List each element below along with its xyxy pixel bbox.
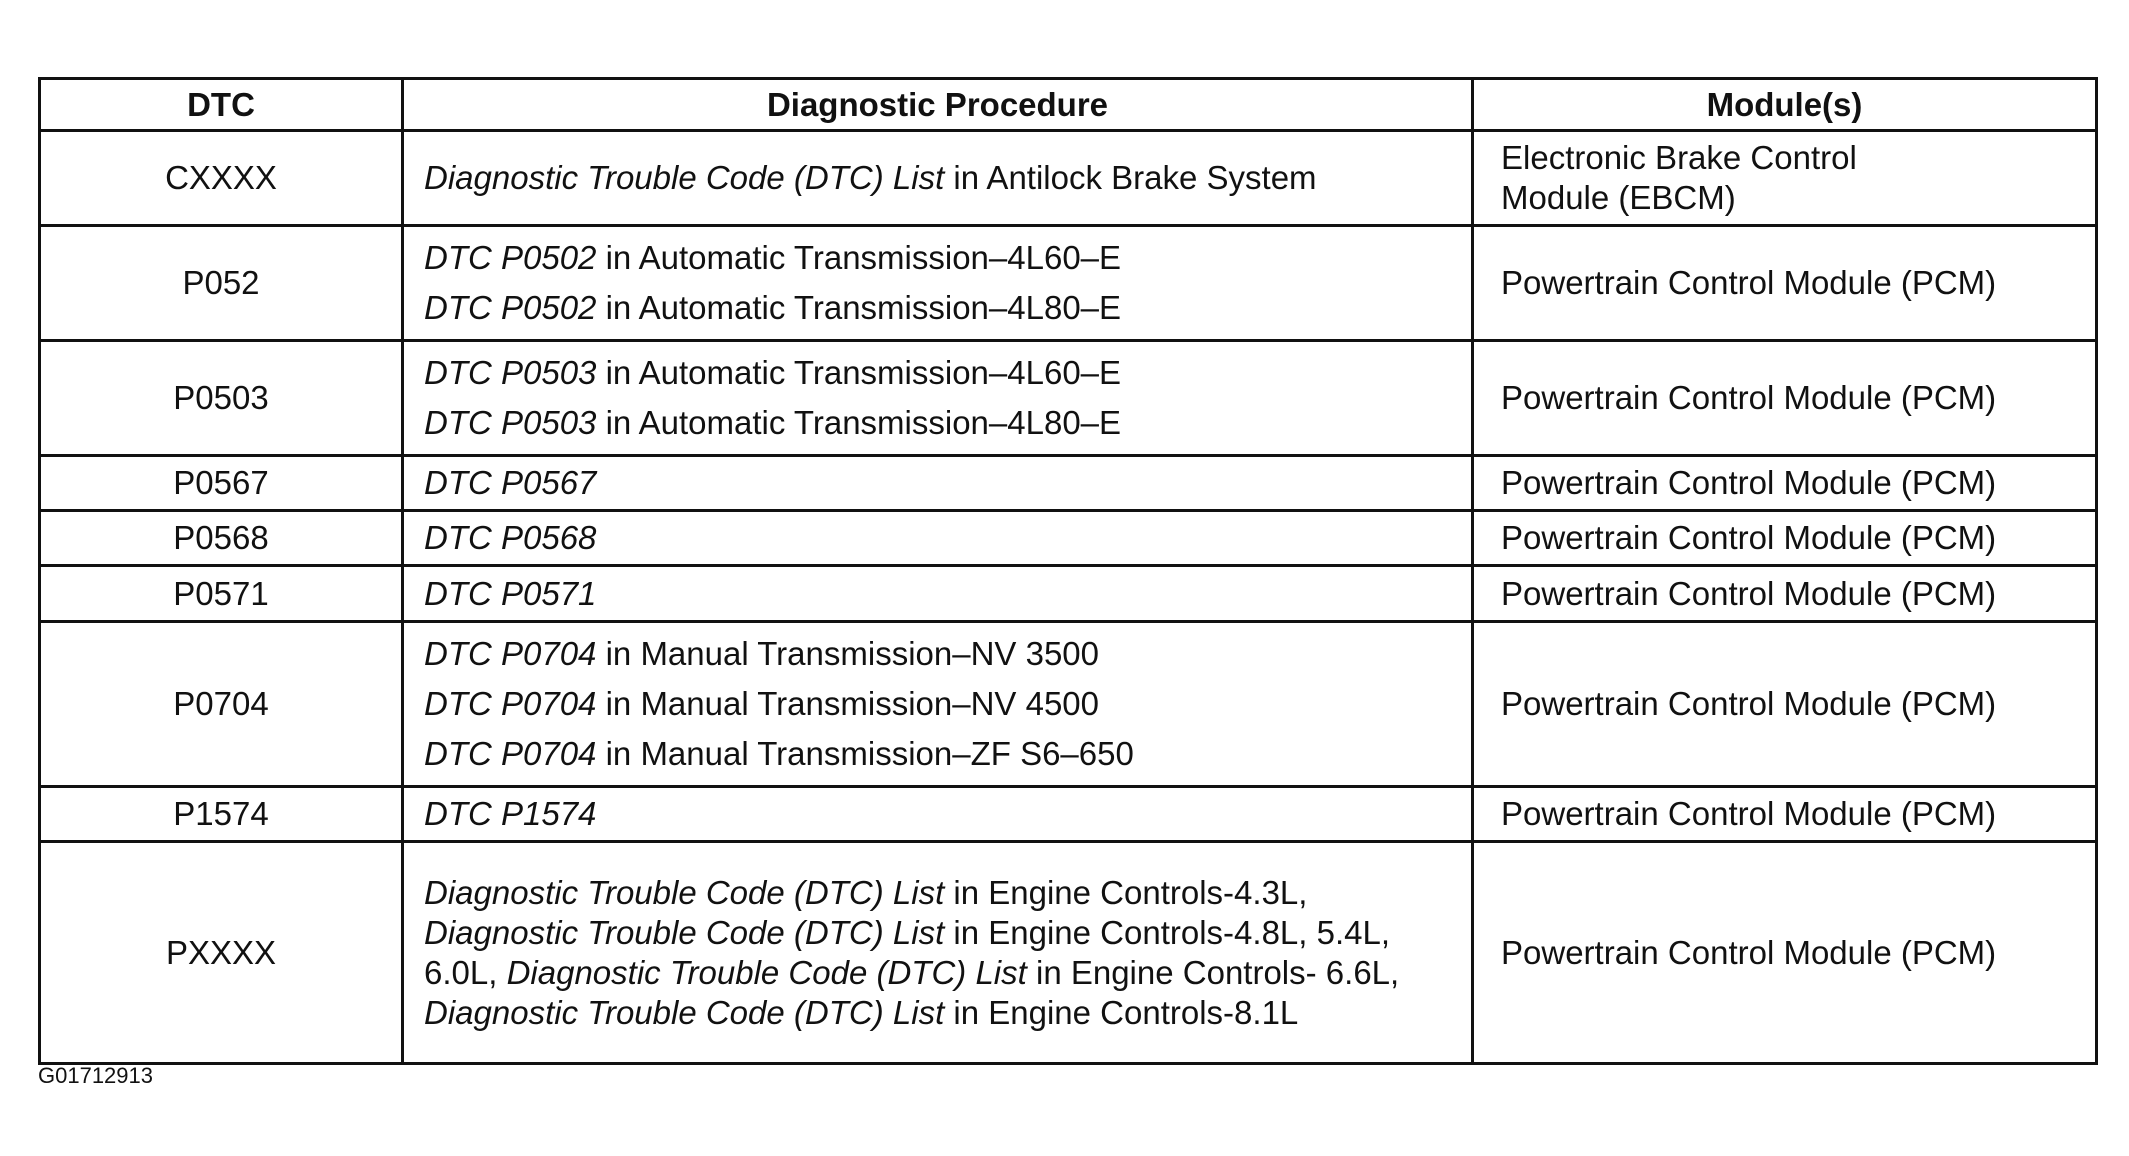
table-row: [40, 341, 2097, 456]
procedure-link-text: Diagnostic Trouble Code (DTC) List: [424, 993, 945, 1031]
dtc-code: P0568: [40, 511, 403, 566]
table-row: [40, 622, 2097, 787]
table-row: [40, 787, 2097, 842]
procedure-cell: [403, 787, 1473, 842]
module-cell: Powertrain Control Module (PCM): [1473, 566, 2097, 622]
procedure-detail: in Automatic Transmission–4L80–E: [596, 404, 1122, 441]
table-row: [40, 511, 2097, 566]
procedure-link-text: DTC P0704: [424, 685, 597, 722]
procedure-detail: in Manual Transmission–NV 3500: [596, 635, 1100, 672]
procedure-cell: [403, 456, 1473, 511]
procedure-detail: in Manual Transmission–ZF S6–650: [596, 735, 1134, 772]
table-row: [40, 131, 2097, 226]
dtc-code: P0571: [40, 566, 403, 622]
header-modules: Module(s): [1473, 79, 2097, 131]
procedure-link-text: Diagnostic Trouble Code (DTC) List: [506, 953, 1027, 991]
procedure-cell: [403, 566, 1473, 622]
module-cell: Powertrain Control Module (PCM): [1473, 341, 2097, 456]
module-line: Electronic Brake Control: [1501, 139, 1857, 176]
procedure-detail: in Manual Transmission–NV 4500: [596, 685, 1100, 722]
module-cell: Powertrain Control Module (PCM): [1473, 456, 2097, 511]
procedure-cell: [403, 842, 1473, 1064]
module-cell: Powertrain Control Module (PCM): [1473, 787, 2097, 842]
procedure-line: [424, 679, 1451, 729]
module-cell: Powertrain Control Module (PCM): [1473, 622, 2097, 787]
procedure-link-text: DTC P0704: [424, 735, 597, 772]
procedure-detail: in Engine Controls-4.8L, 5.4L, 6.0L,: [424, 913, 1391, 991]
dtc-code: CXXXX: [40, 131, 403, 226]
module-line: Module (EBCM): [1501, 179, 1736, 216]
procedure-link-text: DTC P0503: [424, 404, 597, 441]
table-row: [40, 226, 2097, 341]
procedure-link-text: Diagnostic Trouble Code (DTC) List: [424, 873, 945, 911]
procedure-link-text: DTC P0568: [424, 519, 597, 556]
procedure-paragraph: [424, 873, 1451, 1033]
header-row: [40, 79, 2097, 131]
dtc-code: P1574: [40, 787, 403, 842]
procedure-link-text: DTC P0567: [424, 464, 597, 501]
procedure-line: [424, 283, 1451, 333]
procedure-link-text: Diagnostic Trouble Code (DTC) List: [424, 159, 945, 196]
procedure-cell: [403, 226, 1473, 341]
module-cell: Powertrain Control Module (PCM): [1473, 226, 2097, 341]
procedure-link-text: DTC P0704: [424, 635, 597, 672]
procedure-detail: in Antilock Brake System: [944, 159, 1317, 196]
procedure-detail: in Engine Controls-8.1L: [944, 993, 1299, 1031]
dtc-code: PXXXX: [40, 842, 403, 1064]
procedure-cell: [403, 622, 1473, 787]
procedure-line: [424, 629, 1451, 679]
module-cell: [1473, 131, 2097, 226]
dtc-table: [38, 77, 2098, 1065]
procedure-link-text: Diagnostic Trouble Code (DTC) List: [424, 913, 945, 951]
procedure-detail: in Automatic Transmission–4L60–E: [596, 239, 1122, 276]
figure-id-caption: G01712913: [38, 1063, 153, 1088]
table-row: [40, 566, 2097, 622]
procedure-detail: in Engine Controls- 6.6L,: [1026, 953, 1400, 991]
procedure-link-text: DTC P0571: [424, 574, 597, 612]
dtc-code: P052: [40, 226, 403, 341]
procedure-link-text: DTC P1574: [424, 795, 597, 832]
dtc-code: P0704: [40, 622, 403, 787]
dtc-code: P0567: [40, 456, 403, 511]
procedure-line: [424, 398, 1451, 448]
procedure-cell: [403, 341, 1473, 456]
module-cell: Powertrain Control Module (PCM): [1473, 511, 2097, 566]
procedure-link-text: DTC P0502: [424, 239, 597, 276]
dtc-code: P0503: [40, 341, 403, 456]
procedure-line: [424, 348, 1451, 398]
table-row: [40, 456, 2097, 511]
module-cell: Powertrain Control Module (PCM): [1473, 842, 2097, 1064]
header-procedure: Diagnostic Procedure: [403, 79, 1473, 131]
procedure-detail: in Automatic Transmission–4L60–E: [596, 354, 1122, 391]
procedure-line: [424, 233, 1451, 283]
header-dtc: DTC: [40, 79, 403, 131]
procedure-line: [424, 153, 1451, 203]
procedure-cell: [403, 511, 1473, 566]
procedure-link-text: DTC P0502: [424, 289, 597, 326]
procedure-link-text: DTC P0503: [424, 354, 597, 391]
procedure-cell: [403, 131, 1473, 226]
procedure-line: [424, 729, 1451, 779]
procedure-detail: in Automatic Transmission–4L80–E: [596, 289, 1122, 326]
table-row: [40, 842, 2097, 1064]
procedure-detail: in Engine Controls-4.3L,: [944, 873, 1308, 911]
